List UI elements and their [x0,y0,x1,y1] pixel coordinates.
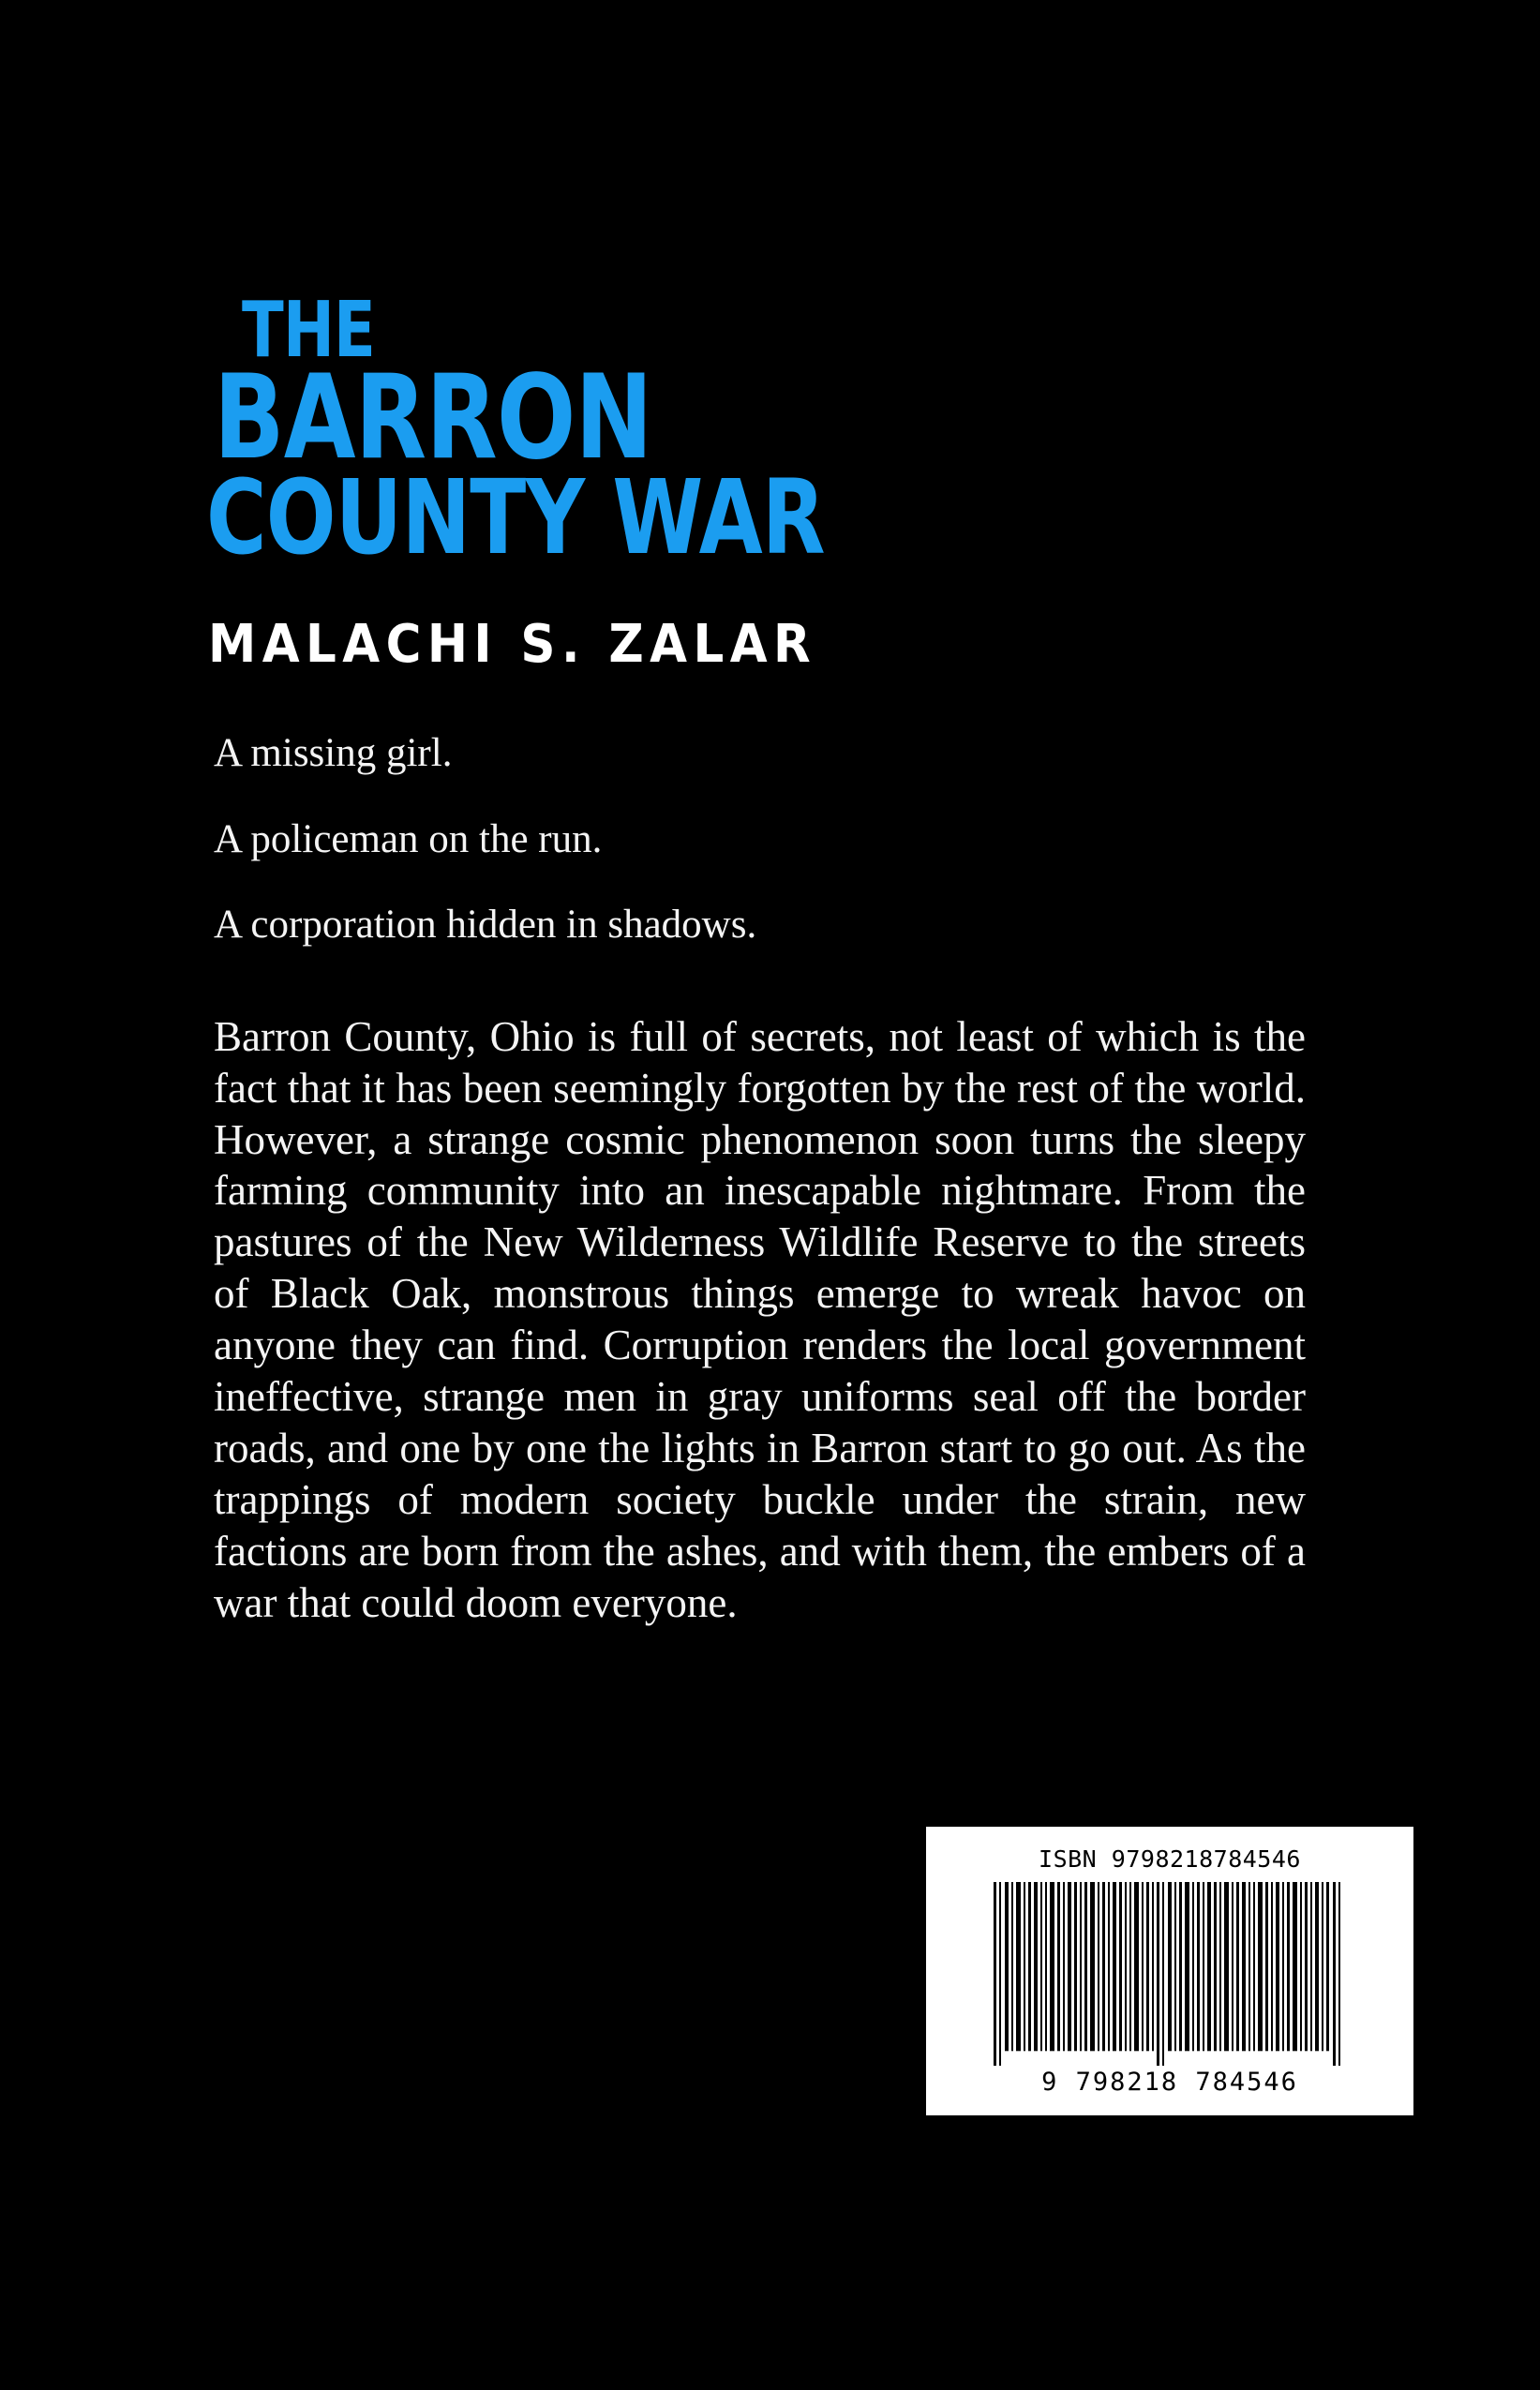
author-name: MALACHI S. ZALAR [208,614,817,675]
isbn-barcode [926,1827,1413,2115]
blurb-section [214,729,1306,1628]
isbn-label: ISBN 9798218784546 [1039,1845,1301,1873]
barcode-digits: 9 798218 784546 [1041,2068,1298,2097]
barcode-bars [992,1882,1348,2066]
tagline-3: A corporation hidden in shadows. [214,903,757,948]
barcode-bars-svg [992,1882,1348,2066]
book-title [206,286,1320,578]
blurb-description: Barron County, Ohio is full of secrets, not least of which is the fact that it has been seemingly forgotten by the rest of the world. However, a strange cosmic phenomenon soon turns the sleepy farming community into an inescapable nightmare. From the pastures of the New Wilderness Wildlife Reserve to the streets of Black Oak, monstrous things emerge to wreak havoc on anyone they can find. Corruption renders the local government ineffective, strange men in gray uniforms seal off the border roads, and one by one the lights in Barron start to go out. As the trappings of modern society buckle under the strain, new factions are born from the ashes, and with them, the embers of a war that could doom everyone. [214,1012,1306,1626]
title-line-3: COUNTY WAR [206,457,825,578]
tagline-1: A missing girl. [214,731,453,775]
title-line-2: BARRON [214,350,652,485]
title-line-1: THE [242,286,376,375]
tagline-2: A policeman on the run. [214,816,603,861]
